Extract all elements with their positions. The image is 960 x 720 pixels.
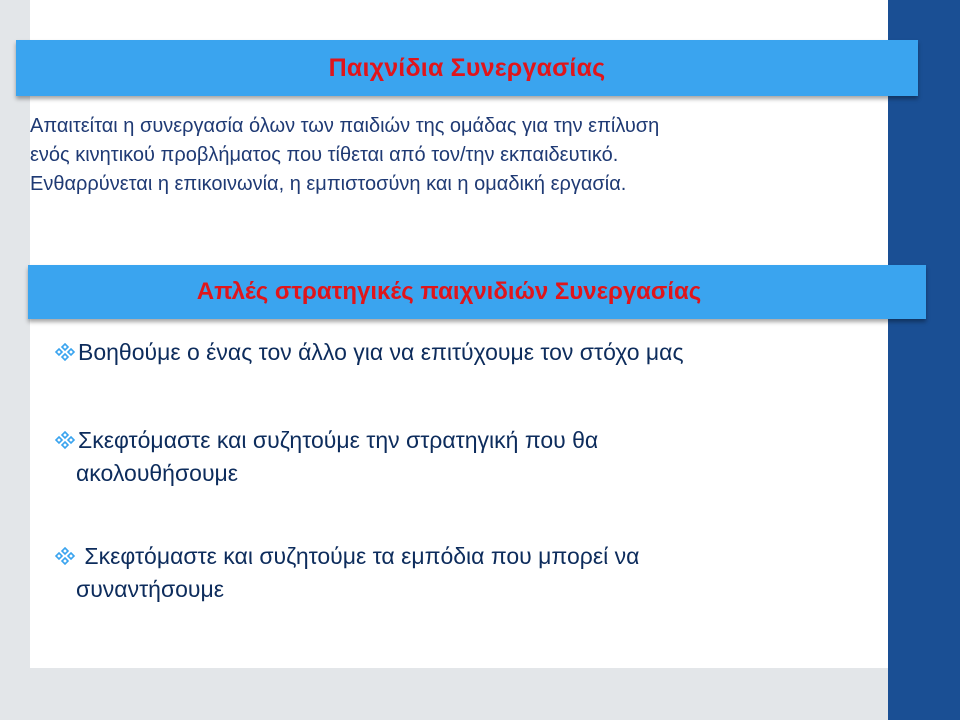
bullet-item-1 <box>54 336 684 369</box>
intro-line-2: ενός κινητικού προβλήματος που τίθεται από τον/την εκπαιδευτικό. <box>30 144 619 166</box>
bullet-2-text: Σκεφτόμαστε και συζητούμε την στρατηγική που θα <box>78 427 599 453</box>
bullet-3-text: Σκεφτόμαστε και συζητούμε τα εμπόδια που μπορεί να <box>78 543 640 569</box>
bullet-2-continuation: ακολουθήσουμε <box>76 460 239 486</box>
title-bar <box>16 40 918 96</box>
intro-paragraph <box>30 112 860 199</box>
slide-title: Παιχνίδια Συνεργασίας <box>328 53 606 82</box>
diamond-bullet-icon <box>54 431 76 449</box>
intro-line-1: Απαιτείται η συνεργασία όλων των παιδιών της ομάδας για την επίλυση <box>30 115 660 137</box>
right-decorative-band <box>888 0 960 720</box>
bullet-item-2 <box>54 424 598 490</box>
section-title-bar <box>28 265 926 319</box>
section-title: Απλές στρατηγικές παιχνιδιών Συνεργασίας <box>196 278 702 305</box>
diamond-bullet-icon <box>54 547 76 565</box>
diamond-bullet-icon <box>54 343 76 361</box>
bullet-item-3 <box>54 540 639 606</box>
bullet-1-text: Βοηθούμε ο ένας τον άλλο για να επιτύχουμε τον στόχο μας <box>78 339 684 365</box>
bullet-3-continuation: συναντήσουμε <box>76 576 225 602</box>
intro-line-3: Ενθαρρύνεται η επικοινωνία, η εμπιστοσύνη και η ομαδική εργασία. <box>30 173 627 195</box>
